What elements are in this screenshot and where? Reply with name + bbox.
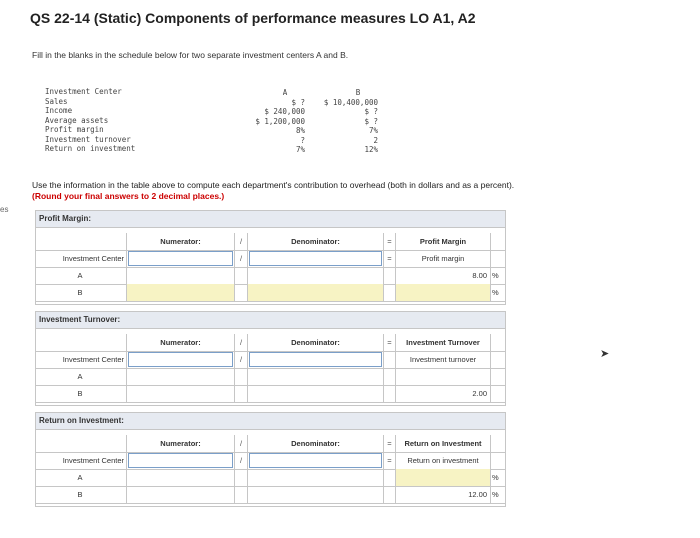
numerator-header: Numerator: (127, 233, 235, 250)
denominator-header: Denominator: (247, 334, 384, 351)
denominator-b-input[interactable] (247, 284, 384, 301)
page-title: QS 22-14 (Static) Components of performance measures LO A1, A2 (30, 10, 476, 26)
given-column-a (225, 88, 305, 155)
numerator-a-input[interactable] (127, 368, 235, 385)
question-subtitle: Fill in the blanks in the schedule below for two separate investment centers A and B. (32, 50, 349, 60)
roi-a-input[interactable] (395, 469, 491, 486)
numerator-header: Numerator: (127, 334, 235, 351)
roi-panel (35, 412, 506, 507)
result-sub-label: Investment turnover (395, 351, 491, 368)
given-b-sales: $ 10,400,000 (323, 97, 378, 107)
denominator-label-select[interactable] (247, 351, 384, 368)
given-a-margin: 8% (295, 126, 305, 135)
result-sub-label: Profit margin (395, 250, 491, 267)
given-label: Income (45, 106, 73, 115)
result-sub-label: Return on investment (395, 452, 491, 469)
center-label: Investment Center (36, 250, 127, 267)
divide-sign: / (239, 456, 243, 465)
numerator-label-select[interactable] (127, 250, 235, 267)
roi-b-value: 12.00 (395, 486, 491, 503)
given-b-turnover: 2 (373, 135, 378, 145)
given-b-income: $ ? (364, 107, 378, 116)
given-b-roi: 12% (364, 145, 378, 154)
panel-title: Investment Turnover: (36, 312, 505, 329)
denominator-header: Denominator: (247, 233, 384, 250)
turnover-b-value: 2.00 (395, 385, 491, 402)
center-a-label: A (36, 469, 127, 486)
numerator-label-select[interactable] (127, 452, 235, 469)
center-b-label: B (36, 486, 127, 503)
center-a-label: A (36, 267, 127, 284)
percent-unit: % (492, 490, 499, 499)
denominator-label-select[interactable] (247, 452, 384, 469)
denominator-a-input[interactable] (247, 469, 384, 486)
instructions-round-note: (Round your final answers to 2 decimal places.) (32, 191, 225, 201)
percent-unit: % (492, 288, 499, 297)
given-label: Profit margin (45, 125, 104, 134)
profit-margin-panel (35, 210, 506, 305)
given-a-income: $ 240,000 (264, 107, 305, 116)
given-a-sales: $ ? (291, 97, 305, 107)
given-column-b (298, 88, 378, 155)
given-b-assets: $ ? (364, 116, 378, 126)
percent-unit: % (492, 271, 499, 280)
given-label: Investment Center (45, 87, 122, 96)
edge-text: es (0, 205, 9, 214)
given-b-margin: 7% (368, 126, 378, 135)
given-labels (45, 87, 135, 154)
result-header: Investment Turnover (395, 334, 491, 351)
result-header: Return on Investment (395, 435, 491, 452)
center-b-label: B (36, 385, 127, 402)
given-label: Average assets (45, 115, 109, 125)
numerator-a-input[interactable] (127, 267, 235, 284)
equals-sign: = (387, 338, 392, 347)
divide-sign: / (239, 355, 243, 364)
result-header: Profit Margin (395, 233, 491, 250)
equals-sign: = (387, 254, 392, 263)
profit-margin-b-input[interactable] (395, 284, 491, 301)
center-b-label: B (36, 284, 127, 301)
investment-turnover-panel (35, 311, 506, 406)
given-a-header: A (282, 88, 288, 97)
given-a-turnover: ? (300, 135, 305, 145)
percent-unit: % (492, 473, 499, 482)
denominator-a-input[interactable] (247, 267, 384, 284)
given-label: Investment turnover (45, 134, 131, 144)
numerator-b-input[interactable] (127, 385, 235, 402)
numerator-label-select[interactable] (127, 351, 235, 368)
panel-title: Return on Investment: (36, 413, 505, 430)
numerator-header: Numerator: (127, 435, 235, 452)
given-a-roi: 7% (295, 145, 305, 154)
numerator-b-input[interactable] (127, 486, 235, 503)
turnover-a-input[interactable] (395, 368, 491, 385)
mouse-cursor-icon: ➤ (600, 348, 610, 360)
equals-sign: = (387, 456, 392, 465)
denominator-b-input[interactable] (247, 385, 384, 402)
divide-sign: / (239, 254, 243, 263)
panel-title: Profit Margin: (36, 211, 505, 228)
center-label: Investment Center (36, 452, 127, 469)
equals-sign: = (387, 439, 392, 448)
denominator-label-select[interactable] (247, 250, 384, 267)
denominator-header: Denominator: (247, 435, 384, 452)
denominator-a-input[interactable] (247, 368, 384, 385)
instructions (32, 180, 514, 202)
numerator-b-input[interactable] (127, 284, 235, 301)
instructions-line1: Use the information in the table above to compute each department's contribution to overhead (both in dollars and as a percent). (32, 180, 515, 190)
profit-margin-a-value: 8.00 (395, 267, 491, 284)
given-b-header: B (355, 88, 361, 97)
divide-sign: / (239, 338, 243, 347)
given-label: Return on investment (45, 144, 136, 153)
divide-sign: / (239, 439, 243, 448)
numerator-a-input[interactable] (127, 469, 235, 486)
equals-sign: = (387, 237, 392, 246)
divide-sign: / (239, 237, 243, 246)
center-label: Investment Center (36, 351, 127, 368)
given-label: Sales (45, 96, 68, 106)
center-a-label: A (36, 368, 127, 385)
given-a-assets: $ 1,200,000 (255, 116, 305, 126)
denominator-b-input[interactable] (247, 486, 384, 503)
